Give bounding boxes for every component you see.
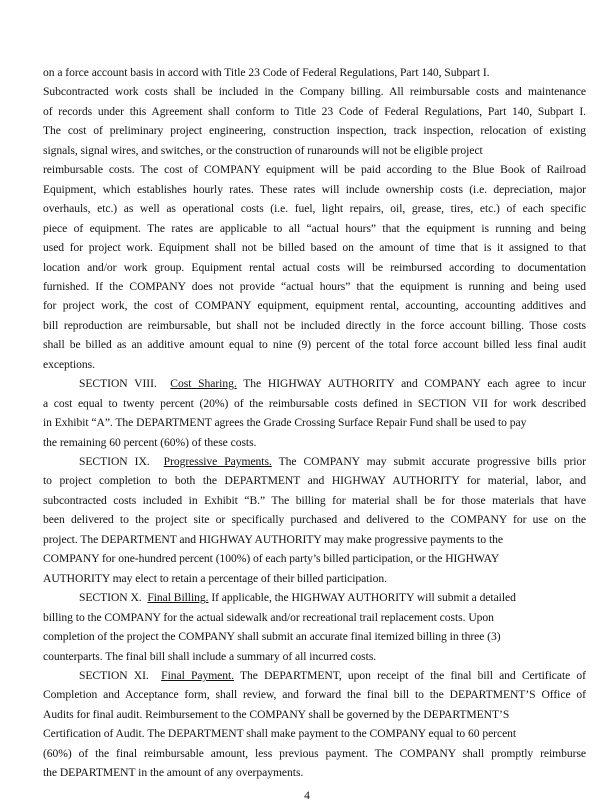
- text-line: [43, 727, 586, 741]
- text-line: [43, 436, 586, 450]
- text-line: [43, 630, 586, 644]
- line-text: Equipment, which establishes hourly rates. These rates will include ownership costs (i.e. depreciation, major: [43, 182, 586, 196]
- line-text: been delivered to the project site or specifically purchased and delivered to the COMPANY for use on the: [43, 513, 586, 527]
- section-number: SECTION VIII.: [79, 377, 171, 391]
- line-text: signals, signal wires, and switches, or the construction of runarounds will not be eligible project: [43, 143, 483, 157]
- text-line: [43, 163, 586, 177]
- line-text: piece of equipment. The rates are applicable to all “actual hours” that the equipment is running and being: [43, 221, 586, 235]
- line-text: The HIGHWAY AUTHORITY and COMPANY each agree to incur: [236, 377, 586, 391]
- line-text: completion of the project the COMPANY shall submit an accurate final itemized billing in three (3): [43, 630, 501, 644]
- text-line: [43, 533, 586, 547]
- text-line: [43, 280, 586, 294]
- line-text: Completion and Acceptance form, shall review, and forward the final bill to the DEPARTMENT’S Office of: [43, 688, 586, 702]
- line-text: in Exhibit “A”. The DEPARTMENT agrees the Grade Crossing Surface Repair Fund shall be used to pay: [43, 416, 527, 430]
- line-text: on a force account basis in accord with Title 23 Code of Federal Regulations, Part 140, Subpart I.: [43, 66, 490, 79]
- text-line: [43, 144, 586, 158]
- line-text: the DEPARTMENT in the amount of any overpayments.: [43, 766, 304, 780]
- line-text: Certification of Audit. The DEPARTMENT shall make payment to the COMPANY equal to 60 percent: [43, 727, 517, 741]
- text-line: [43, 261, 586, 275]
- line-text: The cost of preliminary project engineering, construction inspection, track inspection, relocation of existing: [43, 124, 586, 138]
- text-line: [43, 708, 586, 722]
- section-number: SECTION IX.: [79, 455, 164, 468]
- text-line: [43, 397, 586, 411]
- text-line: [43, 494, 586, 508]
- text-line: [43, 766, 586, 780]
- section-heading-line: [79, 591, 586, 605]
- line-text: The COMPANY may submit accurate progressive bills prior: [271, 455, 586, 468]
- line-text: Audits for final audit. Reimbursement to the COMPANY shall be governed by the DEPARTMENT’S: [43, 707, 510, 721]
- text-line: [43, 688, 586, 702]
- line-text: for project work, the cost of COMPANY equipment, equipment rental, accounting, accounting additives and: [43, 299, 586, 313]
- text-line: [43, 183, 586, 197]
- section-title: Final Payment.: [161, 668, 235, 682]
- section-title: Progressive Payments.: [163, 455, 272, 468]
- line-text: The DEPARTMENT, upon receipt of the final bill and Certificate of: [234, 668, 586, 682]
- line-text: exceptions.: [43, 357, 95, 371]
- text-line: [43, 85, 586, 99]
- line-text: shall be billed as an additive amount equal to nine (9) percent of the total force account billed less final audit: [43, 338, 586, 352]
- text-line: [43, 105, 586, 119]
- line-text: overhauls, etc.) as well as operational costs (i.e. fuel, light repairs, oil, grease, tires, etc.) of each specific: [43, 202, 586, 216]
- text-line: [43, 66, 586, 80]
- line-text: used for project work. Equipment shall not be billed based on the amount of time that is it assigned to that: [43, 241, 586, 255]
- text-line: [43, 241, 586, 255]
- text-line: [43, 299, 586, 313]
- line-text: Subcontracted work costs shall be included in the Company billing. All reimbursable costs and maintenance: [43, 85, 586, 99]
- text-line: [43, 319, 586, 333]
- text-line: [43, 338, 586, 352]
- line-text: billing to the COMPANY for the actual sidewalk and/or recreational trail replacement costs. Upon: [43, 610, 494, 624]
- line-text: location and/or work group. Equipment rental actual costs will be reimbursed according to documentation: [43, 260, 586, 274]
- text-line: [43, 572, 586, 586]
- line-text: subcontracted costs included in Exhibit “B.” The billing for material shall be for those materials that have: [43, 493, 586, 507]
- line-text: counterparts. The final bill shall include a summary of all incurred costs.: [43, 649, 377, 663]
- line-text: COMPANY for one-hundred percent (100%) of each party’s billed participation, or the HIGHWAY: [43, 552, 500, 566]
- section-number: SECTION XI.: [79, 668, 162, 682]
- page-number: 4: [304, 789, 310, 800]
- text-line: [43, 650, 586, 664]
- text-line: [43, 358, 586, 372]
- text-line: [43, 474, 586, 488]
- text-line: [43, 222, 586, 236]
- text-line: [43, 124, 586, 138]
- text-line: [43, 513, 586, 527]
- line-text: project. The DEPARTMENT and HIGHWAY AUTHORITY may make progressive payments to the: [43, 532, 503, 546]
- line-text: reimbursable costs. The cost of COMPANY equipment will be paid according to the Blue Book of Railroad: [43, 163, 586, 177]
- line-text: bill reproduction are reimbursable, but shall not be included directly in the force account billing. Those costs: [43, 318, 586, 332]
- text-line: [43, 747, 586, 761]
- line-text: (60%) of the final reimbursable amount, less previous payment. The COMPANY shall promptly reimburse: [43, 746, 586, 760]
- section-heading-line: [79, 669, 586, 683]
- section-heading-line: [79, 455, 586, 469]
- line-text: a cost equal to twenty percent (20%) of the reimbursable costs defined in SECTION VII for work described: [43, 396, 586, 410]
- line-text: of records under this Agreement shall conform to Title 23 Code of Federal Regulations, Part 140, Subpart I.: [43, 104, 586, 118]
- text-line: [43, 416, 586, 430]
- text-line: [43, 611, 586, 625]
- section-title: Final Billing.: [147, 591, 209, 605]
- text-line: [43, 552, 586, 566]
- line-text: If applicable, the HIGHWAY AUTHORITY will submit a detailed: [208, 591, 516, 605]
- section-number: SECTION X.: [79, 591, 148, 605]
- line-text: furnished. If the COMPANY does not provide “actual hours” that the equipment is running and being used: [43, 279, 586, 293]
- section-title: Cost Sharing.: [170, 377, 237, 391]
- line-text: the remaining 60 percent (60%) of these costs.: [43, 435, 257, 449]
- text-line: [43, 202, 586, 216]
- line-text: AUTHORITY may elect to retain a percentage of their billed participation.: [43, 571, 387, 585]
- section-heading-line: [79, 377, 586, 391]
- line-text: to project completion to both the DEPARTMENT and HIGHWAY AUTHORITY for material, labor, and: [43, 474, 586, 488]
